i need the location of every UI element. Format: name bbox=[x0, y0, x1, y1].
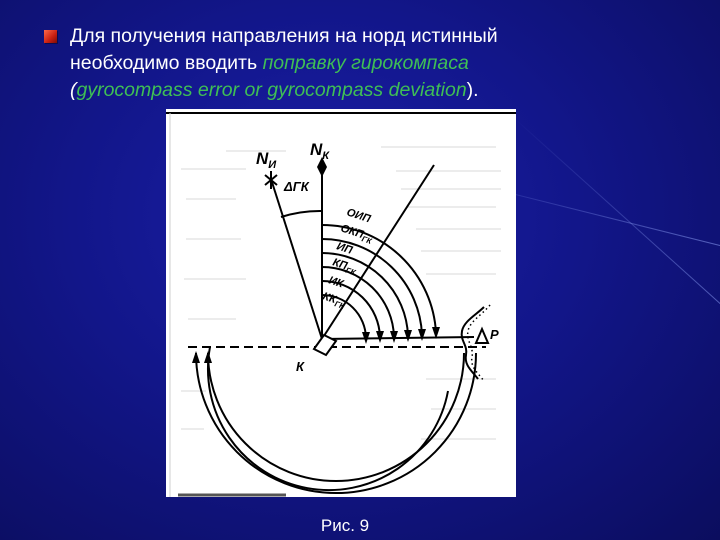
bearing-line bbox=[322, 337, 474, 339]
label-landmark: Р bbox=[490, 327, 499, 342]
label-delta-gk: ΔГК bbox=[284, 179, 309, 194]
gyrocompass-diagram bbox=[166, 109, 516, 497]
label-okp: $ОКП_{ГК}$ bbox=[339, 222, 373, 246]
label-oip: ОИП bbox=[345, 206, 372, 226]
gyrocompass-error-term: gyrocompass error or gyrocompass deviation bbox=[76, 79, 467, 101]
slide-bullet-icon bbox=[44, 30, 57, 43]
label-true-north: $N_И$ bbox=[256, 149, 277, 171]
decorative-streak bbox=[512, 116, 720, 331]
label-ik: ИК bbox=[327, 274, 345, 291]
true-north-star-icon bbox=[265, 171, 277, 189]
gyro-correction-term: поправку гирокомпаса bbox=[262, 52, 469, 74]
delta-gk-arc bbox=[281, 211, 322, 217]
scan-noise bbox=[181, 147, 501, 439]
landmark-triangle-icon bbox=[476, 329, 488, 343]
lower-arc-inner bbox=[196, 353, 476, 493]
slide-body-text bbox=[70, 23, 690, 104]
lower-arc-small bbox=[208, 347, 448, 490]
text-line-1-content: Для получения направления на норд истинный bbox=[70, 25, 498, 47]
label-kp: $КП_{ГК}$ bbox=[331, 256, 357, 278]
text-line-2-start: необходимо вводить bbox=[70, 52, 263, 74]
label-ship: К bbox=[296, 359, 304, 374]
label-compass-north: $N_К$ bbox=[310, 140, 330, 162]
label-ip: ИП bbox=[335, 240, 354, 257]
paren-open: ( bbox=[70, 79, 77, 101]
arc-arrowheads bbox=[362, 327, 440, 344]
true-north-line bbox=[271, 179, 322, 339]
text-line-2 bbox=[70, 50, 690, 77]
figure-caption: Рис. 9 bbox=[320, 516, 370, 535]
paren-close: ). bbox=[466, 79, 479, 101]
arc-ik bbox=[322, 281, 380, 337]
figure-panel bbox=[166, 109, 516, 497]
lower-arcs bbox=[196, 347, 476, 493]
label-kk: $КК_{ГК}$ bbox=[321, 290, 346, 311]
text-line-3 bbox=[70, 77, 690, 104]
text-line-1 bbox=[70, 23, 690, 50]
